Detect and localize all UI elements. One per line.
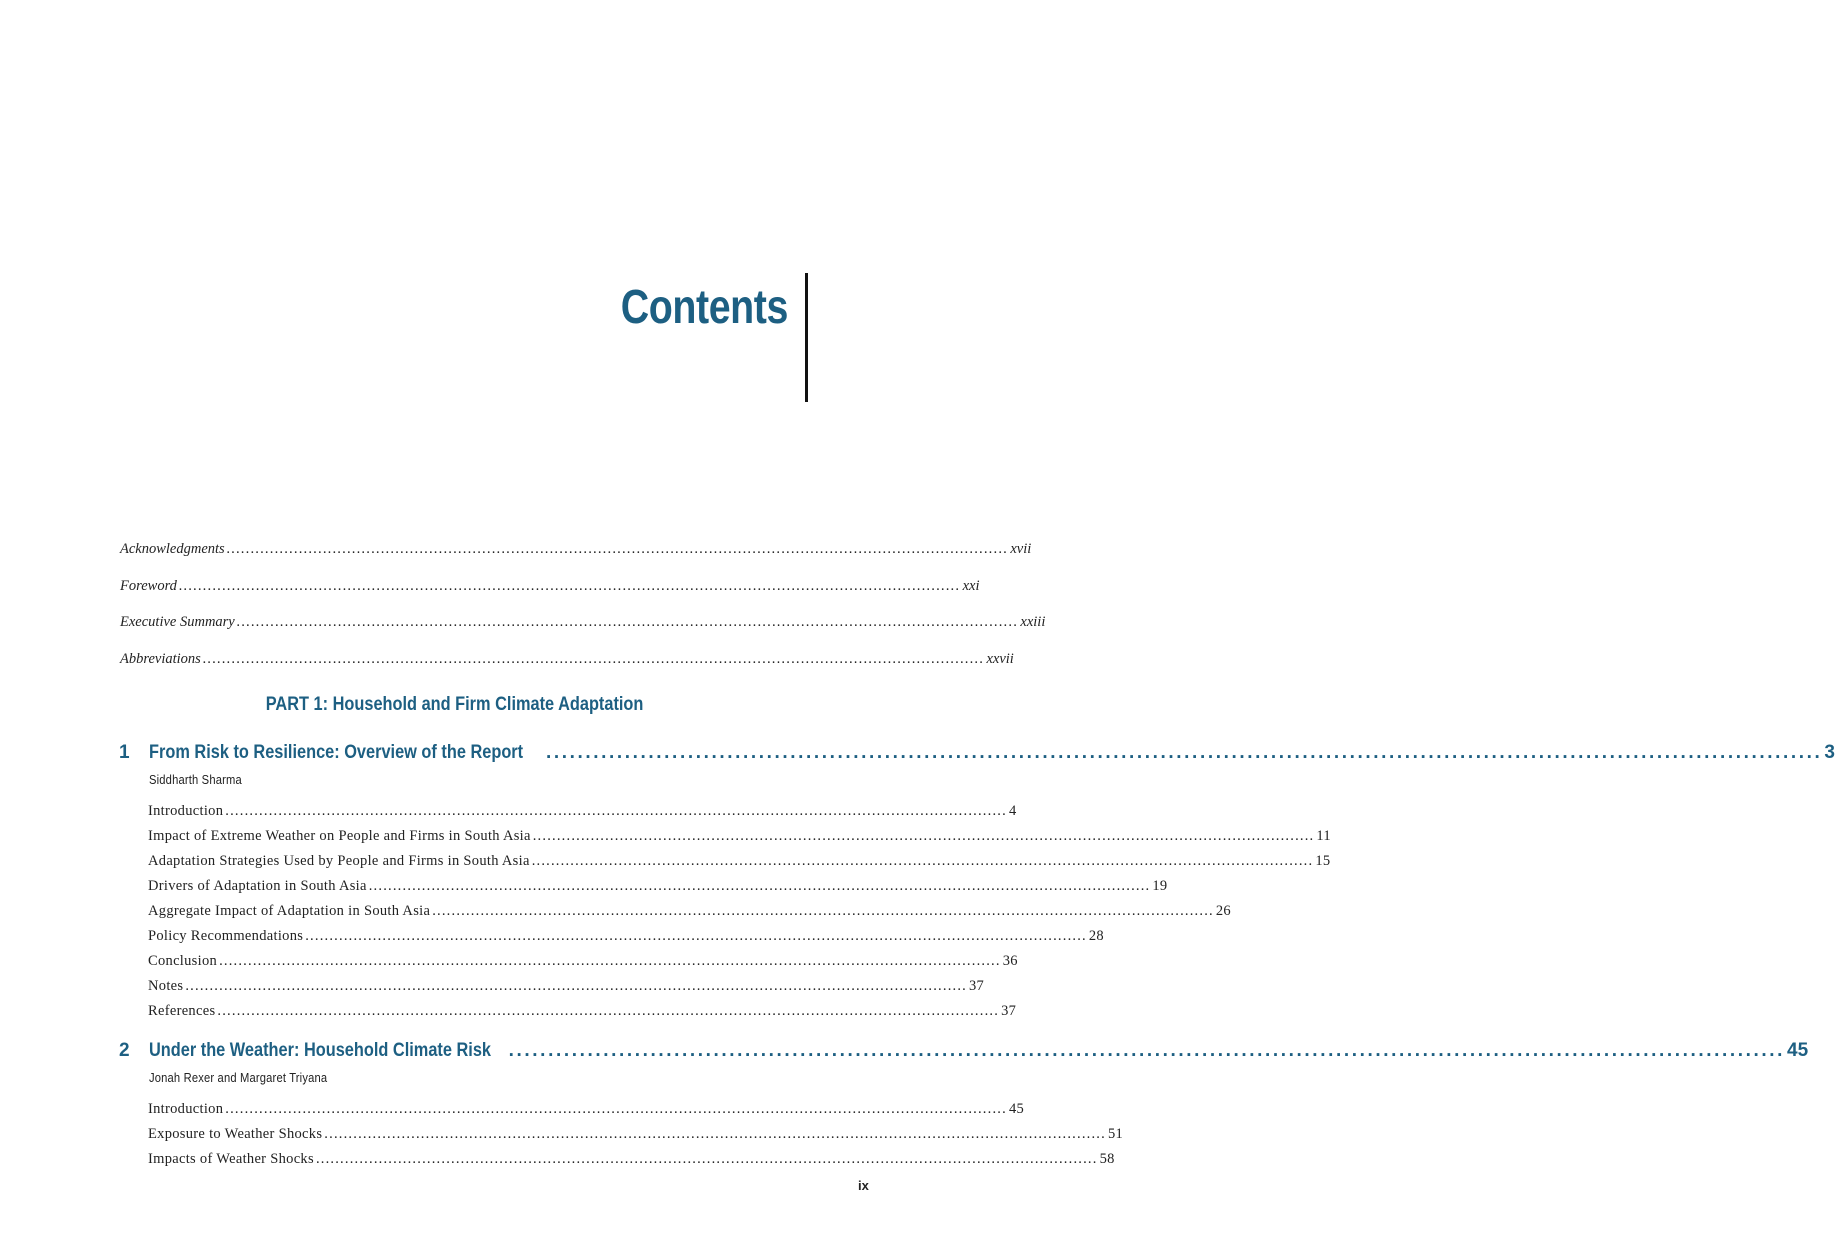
toc-section[interactable]: [148, 878, 1168, 895]
section-label: Impacts of Weather Shocks: [148, 1151, 314, 1167]
toc-section[interactable]: [148, 928, 1104, 945]
section-page: 15: [1315, 853, 1331, 869]
section-label: Drivers of Adaptation in South Asia: [148, 878, 367, 894]
toc-section[interactable]: [148, 803, 1017, 820]
chapter-number: 2: [119, 1040, 130, 1061]
toc-entry-page: xvii: [1010, 541, 1032, 557]
section-page: 26: [1215, 903, 1231, 919]
toc-entry-label: Acknowledgments: [120, 541, 225, 557]
chapter-page: 3: [1824, 742, 1835, 763]
section-label: References: [148, 1003, 216, 1019]
toc-entry-page: xxvii: [986, 651, 1014, 667]
dot-leader: ..................................................................................................................................................................: [236, 614, 1019, 630]
toc-entry-label: Executive Summary: [120, 614, 235, 630]
section-label: Adaptation Strategies Used by People and Firms in South Asia: [148, 853, 530, 869]
toc-entry-page: xxi: [962, 578, 980, 594]
section-page: 45: [1008, 1101, 1025, 1117]
contents-title: Contents: [620, 281, 788, 334]
dot-leader: ..................................................................................................................................................................: [226, 541, 1009, 557]
chapter-page: 45: [1787, 1040, 1809, 1061]
section-page: 11: [1316, 828, 1331, 844]
toc-entry-foreword[interactable]: [120, 578, 980, 595]
dot-leader: ..................................................................................................................................................................: [546, 742, 1823, 763]
section-label: Impact of Extreme Weather on People and Firms in South Asia: [148, 828, 531, 844]
toc-entry-label: Abbreviations: [120, 651, 201, 667]
toc-section[interactable]: [148, 1151, 1115, 1168]
toc-entry-abbreviations[interactable]: [120, 651, 1014, 668]
chapter-authors: Siddharth Sharma: [149, 772, 242, 787]
page-folio: ix: [858, 1178, 869, 1193]
dot-leader: ..................................................................................................................................................................: [217, 1003, 1000, 1019]
section-page: 37: [969, 978, 985, 994]
toc-section[interactable]: [148, 978, 985, 995]
section-page: 37: [1001, 1003, 1017, 1019]
part-heading: [120, 694, 790, 716]
section-page: 51: [1107, 1126, 1124, 1142]
section-page: 58: [1099, 1151, 1115, 1167]
dot-leader: ..................................................................................................................................................................: [368, 878, 1151, 894]
section-page: 28: [1088, 928, 1104, 944]
dot-leader: ..................................................................................................................................................................: [202, 651, 985, 667]
chapter-title: From Risk to Resilience: Overview of the Report: [149, 742, 524, 763]
dot-leader: ..................................................................................................................................................................: [315, 1151, 1098, 1167]
toc-entry-page: xxiii: [1020, 614, 1046, 630]
dot-leader: ..................................................................................................................................................................: [178, 578, 961, 594]
toc-section[interactable]: [148, 1101, 1025, 1118]
toc-entry-acknowledgments[interactable]: [120, 541, 1032, 558]
dot-leader: ..................................................................................................................................................................: [225, 1101, 1007, 1117]
dot-leader: ..................................................................................................................................................................: [305, 928, 1087, 944]
section-label: Introduction: [148, 1101, 224, 1117]
section-label: Policy Recommendations: [148, 928, 304, 944]
title-rule: [805, 273, 808, 402]
section-label: Aggregate Impact of Adaptation in South Asia: [148, 903, 431, 919]
part-heading-text: PART 1: Household and Firm Climate Adaptation: [266, 694, 644, 715]
dot-leader: ..................................................................................................................................................................: [531, 853, 1314, 869]
section-label: Notes: [148, 978, 184, 994]
toc-section[interactable]: [148, 953, 1018, 970]
dot-leader: ..................................................................................................................................................................: [185, 978, 967, 994]
toc-section[interactable]: [148, 853, 1331, 870]
toc-section[interactable]: [148, 1003, 1017, 1020]
toc-section[interactable]: [148, 903, 1231, 920]
section-label: Introduction: [148, 803, 224, 819]
dot-leader: ..................................................................................................................................................................: [432, 903, 1214, 919]
section-page: 19: [1152, 878, 1168, 894]
toc-chapter-1[interactable]: [149, 742, 1835, 764]
chapter-title: Under the Weather: Household Climate Risk: [149, 1040, 491, 1061]
toc-entry-label: Foreword: [120, 578, 177, 594]
chapter-number: 1: [119, 742, 130, 763]
section-label: Exposure to Weather Shocks: [148, 1126, 323, 1142]
section-page: 36: [1002, 953, 1018, 969]
dot-leader: ..................................................................................................................................................................: [508, 1040, 1786, 1061]
toc-entry-executive-summary[interactable]: [120, 614, 1046, 631]
dot-leader: ..................................................................................................................................................................: [225, 803, 1007, 819]
chapter-authors: Jonah Rexer and Margaret Triyana: [149, 1070, 328, 1085]
section-page: 4: [1008, 803, 1017, 819]
dot-leader: ..................................................................................................................................................................: [324, 1126, 1106, 1142]
section-label: Conclusion: [148, 953, 218, 969]
toc-section[interactable]: [148, 1126, 1124, 1143]
dot-leader: ..................................................................................................................................................................: [532, 828, 1315, 844]
toc-section[interactable]: [148, 828, 1331, 845]
dot-leader: ..................................................................................................................................................................: [219, 953, 1001, 969]
toc-chapter-2[interactable]: [149, 1040, 1809, 1062]
